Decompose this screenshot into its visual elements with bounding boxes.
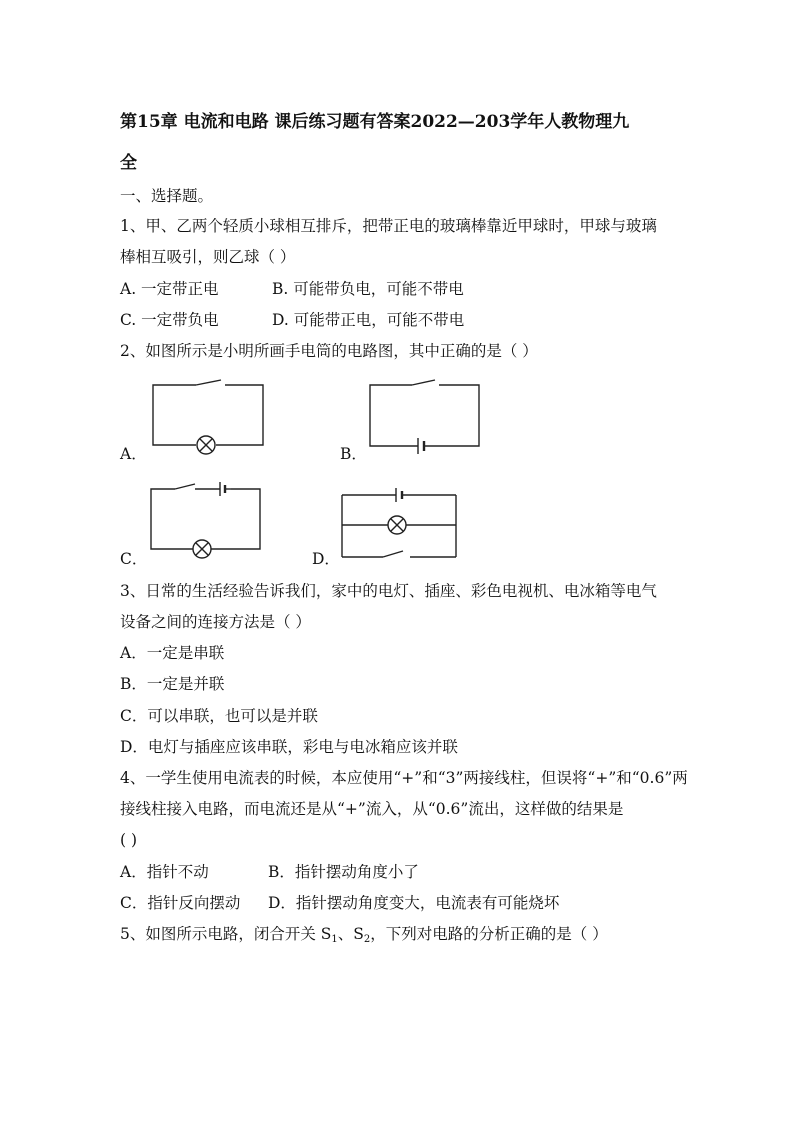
- question-4-line-1: 4、一学生使用电流表的时候，本应使用“+”和“3”两接线柱，但误将“+”和“0.6”两: [120, 769, 688, 787]
- question-2-label-a: A．: [120, 445, 147, 463]
- switch-2-subscript: 2: [363, 934, 371, 945]
- circuit-diagram-c: [148, 478, 268, 558]
- page-title-continued: 全: [120, 153, 137, 173]
- question-5-line-1: [120, 924, 608, 950]
- question-5-suffix: ，下列对电路的分析正确的是（ ）: [370, 925, 608, 943]
- question-4-option-a: A．指针不动: [120, 863, 209, 881]
- question-1-line-2: 棒相互吸引，则乙球（ ）: [120, 248, 296, 266]
- question-1-line-1: 1、甲、乙两个轻质小球相互排斥，把带正电的玻璃棒靠近甲球时，甲球与玻璃: [120, 217, 657, 235]
- question-2-line-1: 2、如图所示是小明所画手电筒的电路图，其中正确的是（ ）: [120, 342, 538, 360]
- circuit-diagram-d: [338, 485, 463, 565]
- question-1-option-d: D. 可能带正电，可能不带电: [272, 311, 465, 329]
- switch-1-subscript: 1: [331, 934, 338, 945]
- circuit-diagram-a: [150, 378, 270, 458]
- question-3-line-1: 3、日常的生活经验告诉我们，家中的电灯、插座、彩色电视机、电冰箱等电气: [120, 582, 657, 600]
- question-3-option-a: A．一定是串联: [120, 644, 225, 662]
- question-4-option-b: B．指针摆动角度小了: [268, 863, 419, 881]
- question-3-line-2: 设备之间的连接方法是（ ）: [120, 613, 311, 631]
- question-3-option-c: C．可以串联，也可以是并联: [120, 707, 318, 725]
- question-2-label-d: D．: [312, 550, 340, 568]
- question-5-prefix: 5、如图所示电路，闭合开关 S: [120, 925, 332, 943]
- circuit-diagram-b: [367, 378, 487, 458]
- question-1-option-a: A. 一定带正电: [120, 280, 219, 298]
- question-1-option-b: B. 可能带负电，可能不带电: [272, 280, 464, 298]
- question-3-option-d: D．电灯与插座应该串联，彩电与电冰箱应该并联: [120, 738, 458, 756]
- question-5-mid: 、S: [337, 925, 364, 943]
- question-4-line-2: 接线柱接入电路，而电流还是从“+”流入，从“0.6”流出，这样做的结果是: [120, 800, 624, 818]
- question-4-line-3: ( ): [120, 831, 138, 849]
- question-2-label-b: B．: [340, 445, 367, 463]
- question-4-option-d: D．指针摆动角度变大，电流表有可能烧坏: [268, 894, 560, 912]
- question-3-option-b: B．一定是并联: [120, 675, 225, 693]
- question-4-option-c: C．指针反向摆动: [120, 894, 241, 912]
- question-1-option-c: C. 一定带负电: [120, 311, 219, 329]
- page-title: 第15章 电流和电路 课后练习题有答案2022—203学年人教物理九: [120, 112, 630, 132]
- section-heading: 一、选择题。: [120, 187, 214, 205]
- question-2-label-c: C．: [120, 550, 148, 568]
